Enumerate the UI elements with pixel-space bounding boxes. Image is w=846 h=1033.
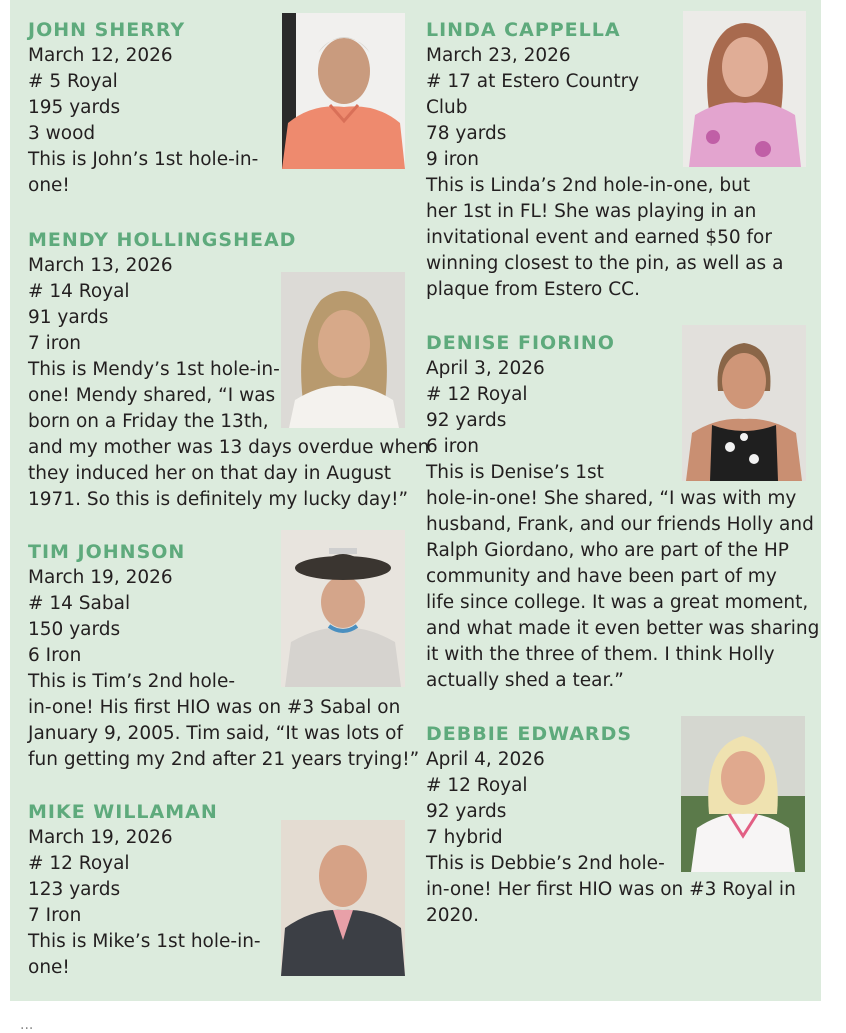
hio-story-line: one! [28,957,70,978]
hio-story-line: it with the three of them. I think Holly [426,644,775,665]
photo-denise-fiorino [682,325,806,481]
footer-cut-text [20,1012,480,1033]
hio-yards: 92 yards [426,801,507,822]
portrait-icon [681,716,805,872]
photo-john-sherry [282,13,405,169]
hio-story-line: January 9, 2005. Tim said, “It was lots of [28,723,404,744]
hio-story-line: This is Denise’s 1st [426,462,604,483]
hio-yards: 150 yards [28,619,121,640]
hio-hole: # 17 at Estero Country [426,71,640,92]
hio-story-line: This is Mendy’s 1st hole-in- [28,359,280,380]
photo-mendy-hollingshead [281,272,405,428]
hio-yards: 195 yards [28,97,121,118]
entry-john-sherry [28,17,288,199]
hio-story-line: fun getting my 2nd after 21 years trying!” [28,749,420,770]
hio-club: 6 Iron [28,645,82,666]
hio-story-line: 2020. [426,905,479,926]
portrait-icon [281,530,405,687]
hio-club: 3 wood [28,123,96,144]
golfer-name: LINDA CAPPELLA [426,19,621,41]
hio-yards: 92 yards [426,410,507,431]
hio-story-line: This is Debbie’s 2nd hole- [426,853,665,874]
hio-yards: 123 yards [28,879,121,900]
hio-hole: # 14 Sabal [28,593,131,614]
hio-story-line: actually shed a tear.” [426,670,624,691]
hio-club: 7 hybrid [426,827,503,848]
hio-story-line: hole-in-one! She shared, “I was with my [426,488,797,509]
golfer-name: JOHN SHERRY [28,19,186,41]
hio-date: March 23, 2026 [426,45,571,66]
golfer-name: DENISE FIORINO [426,332,615,354]
portrait-icon [683,11,806,167]
hio-story-line: husband, Frank, and our friends Holly and [426,514,814,535]
hio-date: April 4, 2026 [426,749,545,770]
hio-date: March 19, 2026 [28,827,173,848]
portrait-icon [282,13,405,169]
hio-date: March 19, 2026 [28,567,173,588]
portrait-icon [281,272,405,428]
footer-fragment: ... [20,1017,34,1033]
hio-yards: 78 yards [426,123,507,144]
hio-club: 7 Iron [28,905,82,926]
hio-story-line: This is Tim’s 2nd hole- [28,671,235,692]
hio-date: April 3, 2026 [426,358,545,379]
photo-debbie-edwards [681,716,805,872]
hio-date: March 13, 2026 [28,255,173,276]
portrait-icon [682,325,806,481]
hio-story-line: This is Linda’s 2nd hole-in-one, but [426,175,751,196]
hio-story-line: life since college. It was a great moment, [426,592,809,613]
hio-story-line: Ralph Giordano, who are part of the HP [426,540,789,561]
hio-hole: # 14 Royal [28,281,130,302]
hio-hole: # 5 Royal [28,71,118,92]
photo-linda-cappella [683,11,806,167]
golfer-name: MENDY HOLLINGSHEAD [28,229,297,251]
hio-hole: # 12 Royal [426,384,528,405]
hio-club: 9 iron [426,149,480,170]
hio-hole: # 12 Royal [426,775,528,796]
hio-story-line: This is Mike’s 1st hole-in- [28,931,261,952]
entry-mike-willaman [28,799,288,981]
hio-story-line: and my mother was 13 days overdue when [28,437,430,458]
hio-story-line: one! Mendy shared, “I was [28,385,276,406]
hio-hole: # 12 Royal [28,853,130,874]
hio-story-line: and what made it even better was sharing [426,618,820,639]
photo-mike-willaman [281,820,405,976]
hio-yards: 91 yards [28,307,109,328]
hio-story-line: in-one! Her first HIO was on #3 Royal in [426,879,796,900]
photo-tim-johnson [281,530,405,687]
hio-club: 7 iron [28,333,82,354]
hio-club: 6 iron [426,436,480,457]
golfer-name: MIKE WILLAMAN [28,801,218,823]
hio-story-line: 1971. So this is definitely my lucky day!” [28,489,409,510]
golfer-name: DEBBIE EDWARDS [426,723,633,745]
hio-story-line: winning closest to the pin, as well as a [426,253,784,274]
hio-story-line: one! [28,175,70,196]
hio-story-line: invitational event and earned $50 for [426,227,772,248]
hio-story-line: they induced her on that day in August [28,463,392,484]
hio-story-line: her 1st in FL! She was playing in an [426,201,757,222]
hio-hole-cont: Club [426,97,468,118]
hio-story-line: This is John’s 1st hole-in- [28,149,259,170]
hio-story-line: born on a Friday the 13th, [28,411,269,432]
hole-in-one-panel [10,0,821,1001]
hio-story-line: community and have been part of my [426,566,777,587]
hio-date: March 12, 2026 [28,45,173,66]
golfer-name: TIM JOHNSON [28,541,186,563]
hio-story-line: plaque from Estero CC. [426,279,640,300]
portrait-icon [281,820,405,976]
hio-story-line: in-one! His first HIO was on #3 Sabal on [28,697,401,718]
